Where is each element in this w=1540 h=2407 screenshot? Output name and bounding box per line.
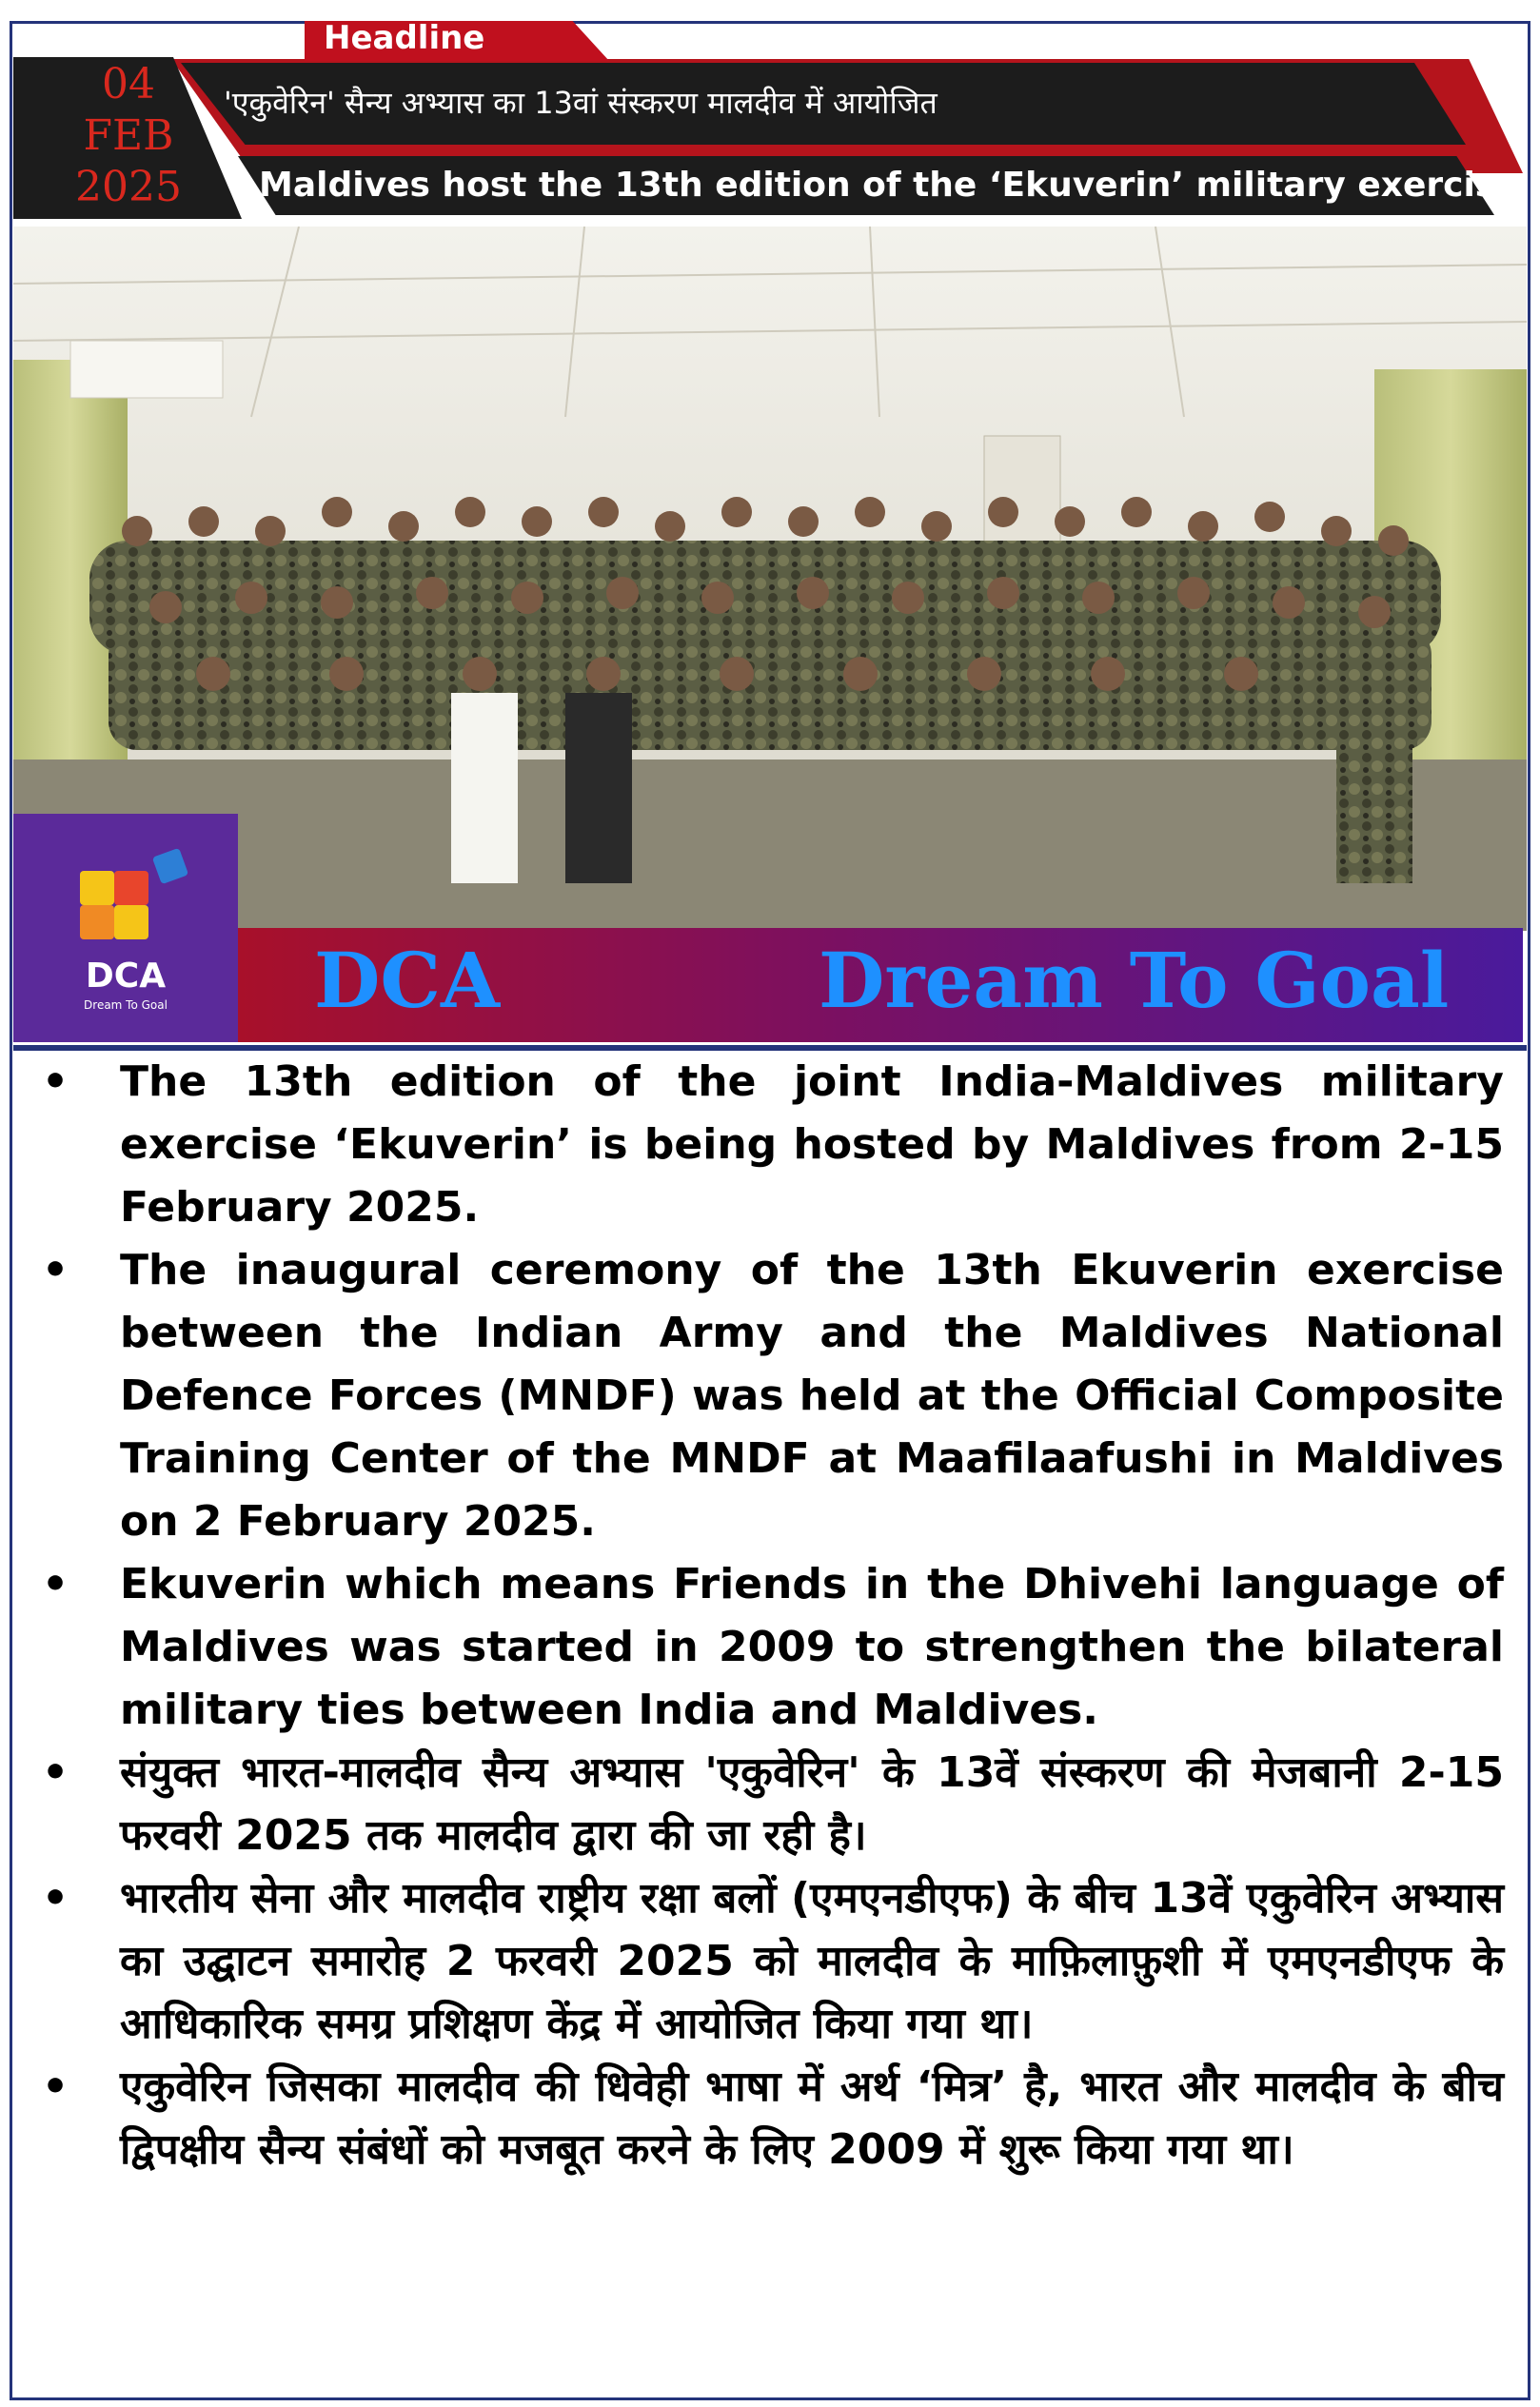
bullet-dot: • — [42, 1748, 69, 1797]
title-english: Maldives host the 13th edition of the ‘Ekuverin’ military exercise — [259, 166, 1519, 205]
list-item — [38, 1239, 1504, 1553]
list-item — [38, 2056, 1504, 2181]
group-photo — [13, 227, 1527, 931]
list-item — [38, 1051, 1504, 1239]
banner-dca-text: DCA — [314, 936, 501, 1025]
logo-tagline: Dream To Goal — [84, 998, 168, 1012]
bullet-dot: • — [42, 1874, 69, 1923]
bullet-text-hi-1: संयुक्त भारत-मालदीव सैन्य अभ्यास 'एकुवेरिन' के 13वें संस्करण की मेजबानी 2-15 फरवरी 2025 तक मालदीव द्वारा की जा रही है। — [120, 1748, 1504, 1860]
bullet-text-hi-3: एकुवेरिन जिसका मालदीव की धिवेही भाषा में अर्थ ‘मित्र’ है, भारत और मालदीव के बीच द्विपक्षीय सैन्य संबंधों को मजबूत करने के लिए 2009 में शुरू किया गया था। — [120, 2062, 1504, 2174]
date-month: FEB — [83, 111, 174, 160]
date-year: 2025 — [75, 163, 182, 211]
date-stamp — [52, 59, 205, 213]
dca-logo — [13, 814, 238, 1042]
banner-slogan-text: Dream To Goal — [819, 936, 1450, 1025]
headline-label: Headline — [324, 19, 485, 57]
bullet-text-hi-2: भारतीय सेना और मालदीव राष्ट्रीय रक्षा बलों (एमएनडीएफ) के बीच 13वें एकुवेरिन अभ्यास का उद्घाटन समारोह 2 फरवरी 2025 को मालदीव के माफ़िलाफ़ुशी में एमएनडीएफ के आधिकारिक समग्र प्रशिक्षण केंद्र में आयोजित किया गया था। — [120, 1874, 1504, 2048]
bullet-dot: • — [42, 1560, 69, 1608]
list-item — [38, 1742, 1504, 1867]
bullet-list — [38, 1051, 1504, 2181]
bullet-text-en-1: The 13th edition of the joint India-Maldives military exercise ‘Ekuverin’ is being hosted by Maldives from 2-15 February 2025. — [120, 1057, 1504, 1232]
puzzle-logo-icon — [13, 814, 238, 957]
logo-text: DCA — [85, 957, 167, 996]
bullet-text-en-3: Ekuverin which means Friends in the Dhivehi language of Maldives was started in 2009 to strengthen the bilateral military ties between India and Maldives. — [120, 1560, 1504, 1734]
bullet-dot: • — [42, 1246, 69, 1294]
bullet-dot: • — [42, 2062, 69, 2111]
date-day: 04 — [102, 60, 155, 109]
list-item — [38, 1553, 1504, 1742]
title-hindi: 'एकुवेरिन' सैन्य अभ्यास का 13वां संस्करण मालदीव में आयोजित — [224, 85, 938, 121]
group-photo-illustration — [13, 227, 1527, 931]
bullet-text-en-2: The inaugural ceremony of the 13th Ekuverin exercise between the Indian Army and the Maldives National Defence Forces (MNDF) was held at the Official Composite Training Center of the MNDF at Maafilaafushi in Maldives on 2 February 2025. — [120, 1246, 1504, 1546]
list-item — [38, 1867, 1504, 2056]
brand-banner — [238, 928, 1523, 1042]
bullet-dot: • — [42, 1057, 69, 1106]
